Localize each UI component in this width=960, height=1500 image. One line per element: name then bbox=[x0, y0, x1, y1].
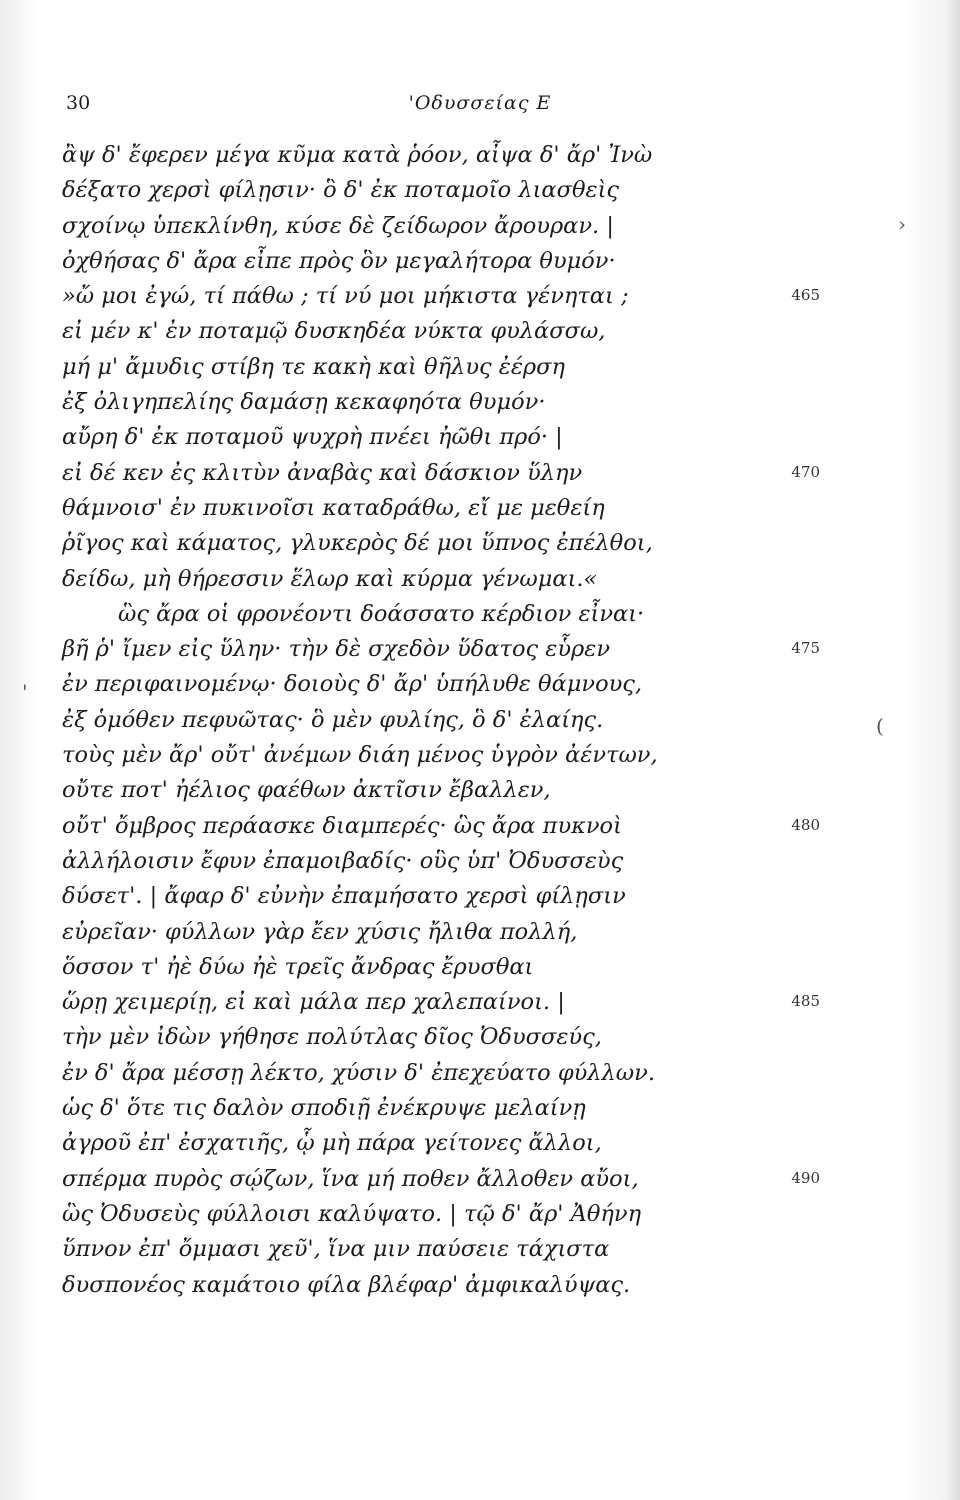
verse-block bbox=[0, 138, 960, 1303]
verse-line bbox=[0, 491, 960, 526]
verse-text: θάμνοισ' ἐν πυκινοῖσι καταδράθω, εἴ με μεθείη bbox=[62, 494, 605, 521]
verse-text: τὴν μὲν ἰδὼν γήθησε πολύτλας δῖος Ὀδυσσεύς, bbox=[62, 1024, 602, 1051]
margin-mark-icon: ' bbox=[22, 680, 28, 704]
verse-text: ὀχθήσας δ' ἄρα εἶπε πρὸς ὃν μεγαλήτορα θυμόν· bbox=[62, 247, 616, 274]
verse-line bbox=[0, 879, 960, 914]
verse-text: σχοίνῳ ὑπεκλίνθη, κύσε δὲ ζείδωρον ἄρουραν. | bbox=[62, 212, 614, 239]
verse-line bbox=[0, 138, 960, 173]
verse-text: σπέρμα πυρὸς σῴζων, ἵνα μή ποθεν ἄλλοθεν αὔοι, bbox=[62, 1165, 639, 1192]
verse-text: εὐρεῖαν· φύλλων γὰρ ἔεν χύσις ἤλιθα πολλή, bbox=[62, 918, 578, 945]
verse-line bbox=[0, 985, 960, 1020]
page-header bbox=[0, 92, 960, 122]
verse-line bbox=[0, 1162, 960, 1197]
verse-text: τοὺς μὲν ἄρ' οὔτ' ἀνέμων διάη μένος ὑγρὸν ἀέντων, bbox=[62, 742, 658, 769]
verse-line bbox=[0, 1091, 960, 1126]
verse-text: ἐν περιφαινομένῳ· δοιοὺς δ' ἄρ' ὑπήλυθε θάμνους, bbox=[62, 671, 643, 698]
verse-line bbox=[0, 385, 960, 420]
verse-line bbox=[0, 1020, 960, 1055]
verse-line bbox=[0, 1232, 960, 1267]
verse-line bbox=[0, 597, 960, 632]
verse-line bbox=[0, 844, 960, 879]
verse-line bbox=[0, 244, 960, 279]
verse-line bbox=[0, 1197, 960, 1232]
margin-mark-icon: ( bbox=[876, 714, 884, 738]
verse-text: αὔρη δ' ἐκ ποταμοῦ ψυχρὴ πνέει ἠῶθι πρό· | bbox=[62, 424, 563, 451]
verse-text: δέξατο χερσὶ φίλῃσιν· ὃ δ' ἐκ ποταμοῖο λιασθεὶς bbox=[62, 177, 620, 204]
verse-line bbox=[0, 420, 960, 455]
verse-text: ἀλλήλοισιν ἔφυν ἐπαμοιβαδίς· οὓς ὑπ' Ὀδυσσεὺς bbox=[62, 847, 624, 874]
verse-text: δύσετ'. | ἄφαρ δ' εὐνὴν ἐπαμήσατο χερσὶ φίλῃσιν bbox=[62, 883, 626, 910]
verse-text: ἀγροῦ ἐπ' ἐσχατιῆς, ᾧ μὴ πάρα γείτονες ἄλλοι, bbox=[62, 1130, 602, 1157]
line-number: 470 bbox=[791, 462, 820, 481]
line-number: 465 bbox=[791, 286, 820, 305]
verse-text: ὣς ἄρα οἱ φρονέοντι δοάσσατο κέρδιον εἶναι· bbox=[118, 600, 645, 627]
verse-line bbox=[0, 314, 960, 349]
verse-text: ὕπνον ἐπ' ὄμμασι χεῦ', ἵνα μιν παύσειε τάχιστα bbox=[62, 1236, 610, 1263]
verse-text: μή μ' ἄμυδις στίβη τε κακὴ καὶ θῆλυς ἐέρση bbox=[62, 353, 565, 380]
verse-line bbox=[0, 279, 960, 314]
verse-line bbox=[0, 809, 960, 844]
verse-text: ὥρῃ χειμερίῃ, εἰ καὶ μάλα περ χαλεπαίνοι. | bbox=[62, 989, 565, 1016]
verse-line bbox=[0, 950, 960, 985]
verse-line bbox=[0, 209, 960, 244]
verse-text: ὣς Ὀδυσεὺς φύλλοισι καλύψατο. | τῷ δ' ἄρ' Ἀθήνη bbox=[62, 1200, 642, 1227]
verse-text: δυσπονέος καμάτοιο φίλα βλέφαρ' ἀμφικαλύψας. bbox=[62, 1271, 631, 1298]
verse-text: εἰ δέ κεν ἐς κλιτὺν ἀναβὰς καὶ δάσκιον ὕλην bbox=[62, 459, 583, 486]
verse-line bbox=[0, 703, 960, 738]
verse-text: δείδω, μὴ θήρεσσιν ἕλωρ καὶ κύρμα γένωμαι.« bbox=[62, 565, 598, 592]
line-number: 475 bbox=[791, 639, 820, 658]
verse-line bbox=[0, 738, 960, 773]
verse-line bbox=[0, 667, 960, 702]
verse-line bbox=[0, 562, 960, 597]
page-number: 30 bbox=[66, 92, 91, 114]
line-number: 490 bbox=[791, 1168, 820, 1187]
verse-text: οὔτε ποτ' ἠέλιος φαέθων ἀκτῖσιν ἔβαλλεν, bbox=[62, 777, 551, 804]
verse-line bbox=[0, 526, 960, 561]
verse-line bbox=[0, 350, 960, 385]
verse-line bbox=[0, 456, 960, 491]
verse-text: ἐξ ὁμόθεν πεφυῶτας· ὃ μὲν φυλίης, ὃ δ' ἐλαίης. bbox=[62, 706, 604, 733]
verse-text: ὅσσον τ' ἠὲ δύω ἠὲ τρεῖς ἄνδρας ἔρυσθαι bbox=[62, 953, 534, 980]
verse-text: ὡς δ' ὅτε τις δαλὸν σποδιῇ ἐνέκρυψε μελαίνῃ bbox=[62, 1095, 586, 1122]
verse-line bbox=[0, 1126, 960, 1161]
verse-text: βῆ ῥ' ἴμεν εἰς ὕλην· τὴν δὲ σχεδὸν ὕδατος εὗρεν bbox=[62, 636, 611, 663]
line-number: 485 bbox=[791, 992, 820, 1011]
verse-text: ἐν δ' ἄρα μέσσῃ λέκτο, χύσιν δ' ἐπεχεύατο φύλλων. bbox=[62, 1059, 655, 1086]
running-title: 'Οδυσσείας Ε bbox=[408, 92, 552, 114]
verse-text: ῥῖγος καὶ κάματος, γλυκερὸς δέ μοι ὕπνος ἐπέλθοι, bbox=[62, 530, 653, 557]
line-number: 480 bbox=[791, 815, 820, 834]
verse-text: »ὤ μοι ἐγώ, τί πάθω ; τί νύ μοι μήκιστα γένηται ; bbox=[62, 283, 629, 310]
verse-line bbox=[0, 1056, 960, 1091]
verse-line bbox=[0, 632, 960, 667]
verse-line bbox=[0, 915, 960, 950]
margin-mark-icon: › bbox=[898, 212, 906, 236]
verse-text: οὔτ' ὄμβρος περάασκε διαμπερές· ὣς ἄρα πυκνοὶ bbox=[62, 812, 622, 839]
verse-line bbox=[0, 1268, 960, 1303]
verse-line bbox=[0, 773, 960, 808]
verse-line bbox=[0, 173, 960, 208]
verse-text: ἂψ δ' ἔφερεν μέγα κῦμα κατὰ ῥόον, αἶψα δ' ἄρ' Ἰνὼ bbox=[62, 142, 653, 168]
verse-text: ἐξ ὀλιγηπελίης δαμάσῃ κεκαφηότα θυμόν· bbox=[62, 389, 546, 416]
verse-text: εἰ μέν κ' ἐν ποταμῷ δυσκηδέα νύκτα φυλάσσω, bbox=[62, 318, 606, 345]
